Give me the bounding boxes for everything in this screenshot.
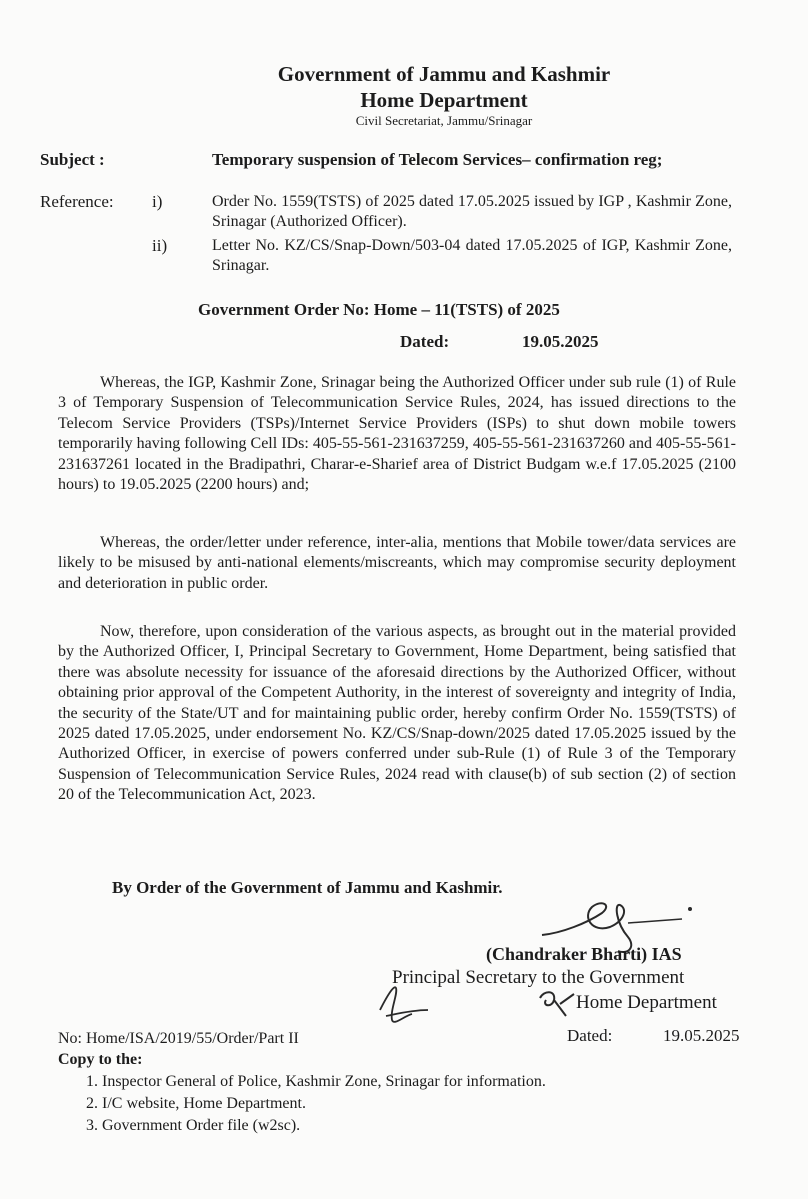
order-dated-label: Dated:: [400, 332, 450, 351]
order-title: Government Order No: Home – 11(TSTS) of 2025: [198, 300, 560, 319]
header-address: Civil Secretariat, Jammu/Srinagar: [355, 113, 533, 128]
initials-icon: [372, 980, 442, 1030]
reference-text: Letter No. KZ/CS/Snap-Down/503-04 dated 17.05.2025 of IGP, Kashmir Zone, Srinagar.: [212, 237, 732, 274]
subject-label: Subject :: [40, 150, 105, 169]
signatory-name: (Chandraker Bharti) IAS: [486, 944, 682, 964]
reference-number: i): [152, 192, 163, 211]
copy-to-label: Copy to the:: [58, 1051, 143, 1068]
order-dated-value: 19.05.2025: [522, 332, 599, 351]
paragraph: Whereas, the IGP, Kashmir Zone, Srinagar being the Authorized Officer under sub rule (1) of Rule 3 of Temporary Suspension of Telecommunication Service Rules, 2024, has issued directions to the Telecom Service Providers (TSPs)/Internet Service Providers (ISPs) to shut down mobile towers temporarily having following Cell IDs: 405-55-561-231637259, 405-55-561-231637260 and 405-55-561-231637261 located in the Bradipathri, Charar-e-Sharief area of District Budgam w.e.f 17.05.2025 (2100 hours) to 19.05.2025 (2200 hours) and;: [58, 374, 736, 494]
copy-list: [86, 1071, 546, 1137]
list-item: 1. Inspector General of Police, Kashmir Zone, Srinagar for information.: [86, 1073, 546, 1090]
subject-text: Temporary suspension of Telecom Services– confirmation reg;: [212, 150, 663, 169]
footer-dated-value: 19.05.2025: [663, 1026, 740, 1045]
signatory-title: Principal Secretary to the Government: [392, 967, 685, 988]
header-department: Home Department: [360, 88, 528, 112]
footer-dated-label: Dated:: [567, 1026, 613, 1045]
signatory-department: Home Department: [576, 992, 717, 1013]
initials-icon: [530, 986, 580, 1022]
reference-number: ii): [152, 236, 168, 255]
by-order-line: By Order of the Government of Jammu and Kashmir.: [112, 878, 503, 897]
list-item: 2. I/C website, Home Department.: [86, 1095, 306, 1112]
reference-label: Reference:: [40, 192, 114, 211]
header-government: Government of Jammu and Kashmir: [277, 62, 611, 86]
order-reference-number: No: Home/ISA/2019/55/Order/Part II: [58, 1030, 299, 1047]
paragraph: Now, therefore, upon consideration of the various aspects, as brought out in the material provided by the Authorized Officer, I, Principal Secretary to Government, Home Department, being satisfied that there was absolute necessity for issuance of the aforesaid directions by the Authorized Officer, without obtaining prior approval of the Competent Authority, in the interest of sovereignty and integrity of India, the security of the State/UT and for maintaining public order, hereby confirm Order No. 1559(TSTS) of 2025 dated 17.05.2025, under endorsement No. KZ/CS/Snap-down/2025 dated 17.05.2025 issued by the Authorized Officer, in exercise of powers conferred under sub-Rule (1) of Rule 3 of the Temporary Suspension of Telecommunication Service Rules, 2024 read with clause(b) of sub section (2) of section 20 of the Telecommunication Act, 2023.: [58, 623, 736, 804]
reference-text: Order No. 1559(TSTS) of 2025 dated 17.05.2025 issued by IGP , Kashmir Zone, Srinagar (Authorized Officer).: [212, 193, 732, 230]
list-item: 3. Government Order file (w2sc).: [86, 1117, 301, 1134]
paragraph: Whereas, the order/letter under reference, inter-alia, mentions that Mobile tower/data services are likely to be misused by anti-national elements/miscreants, which may compromise security deployment and deterioration in public order.: [58, 534, 736, 592]
